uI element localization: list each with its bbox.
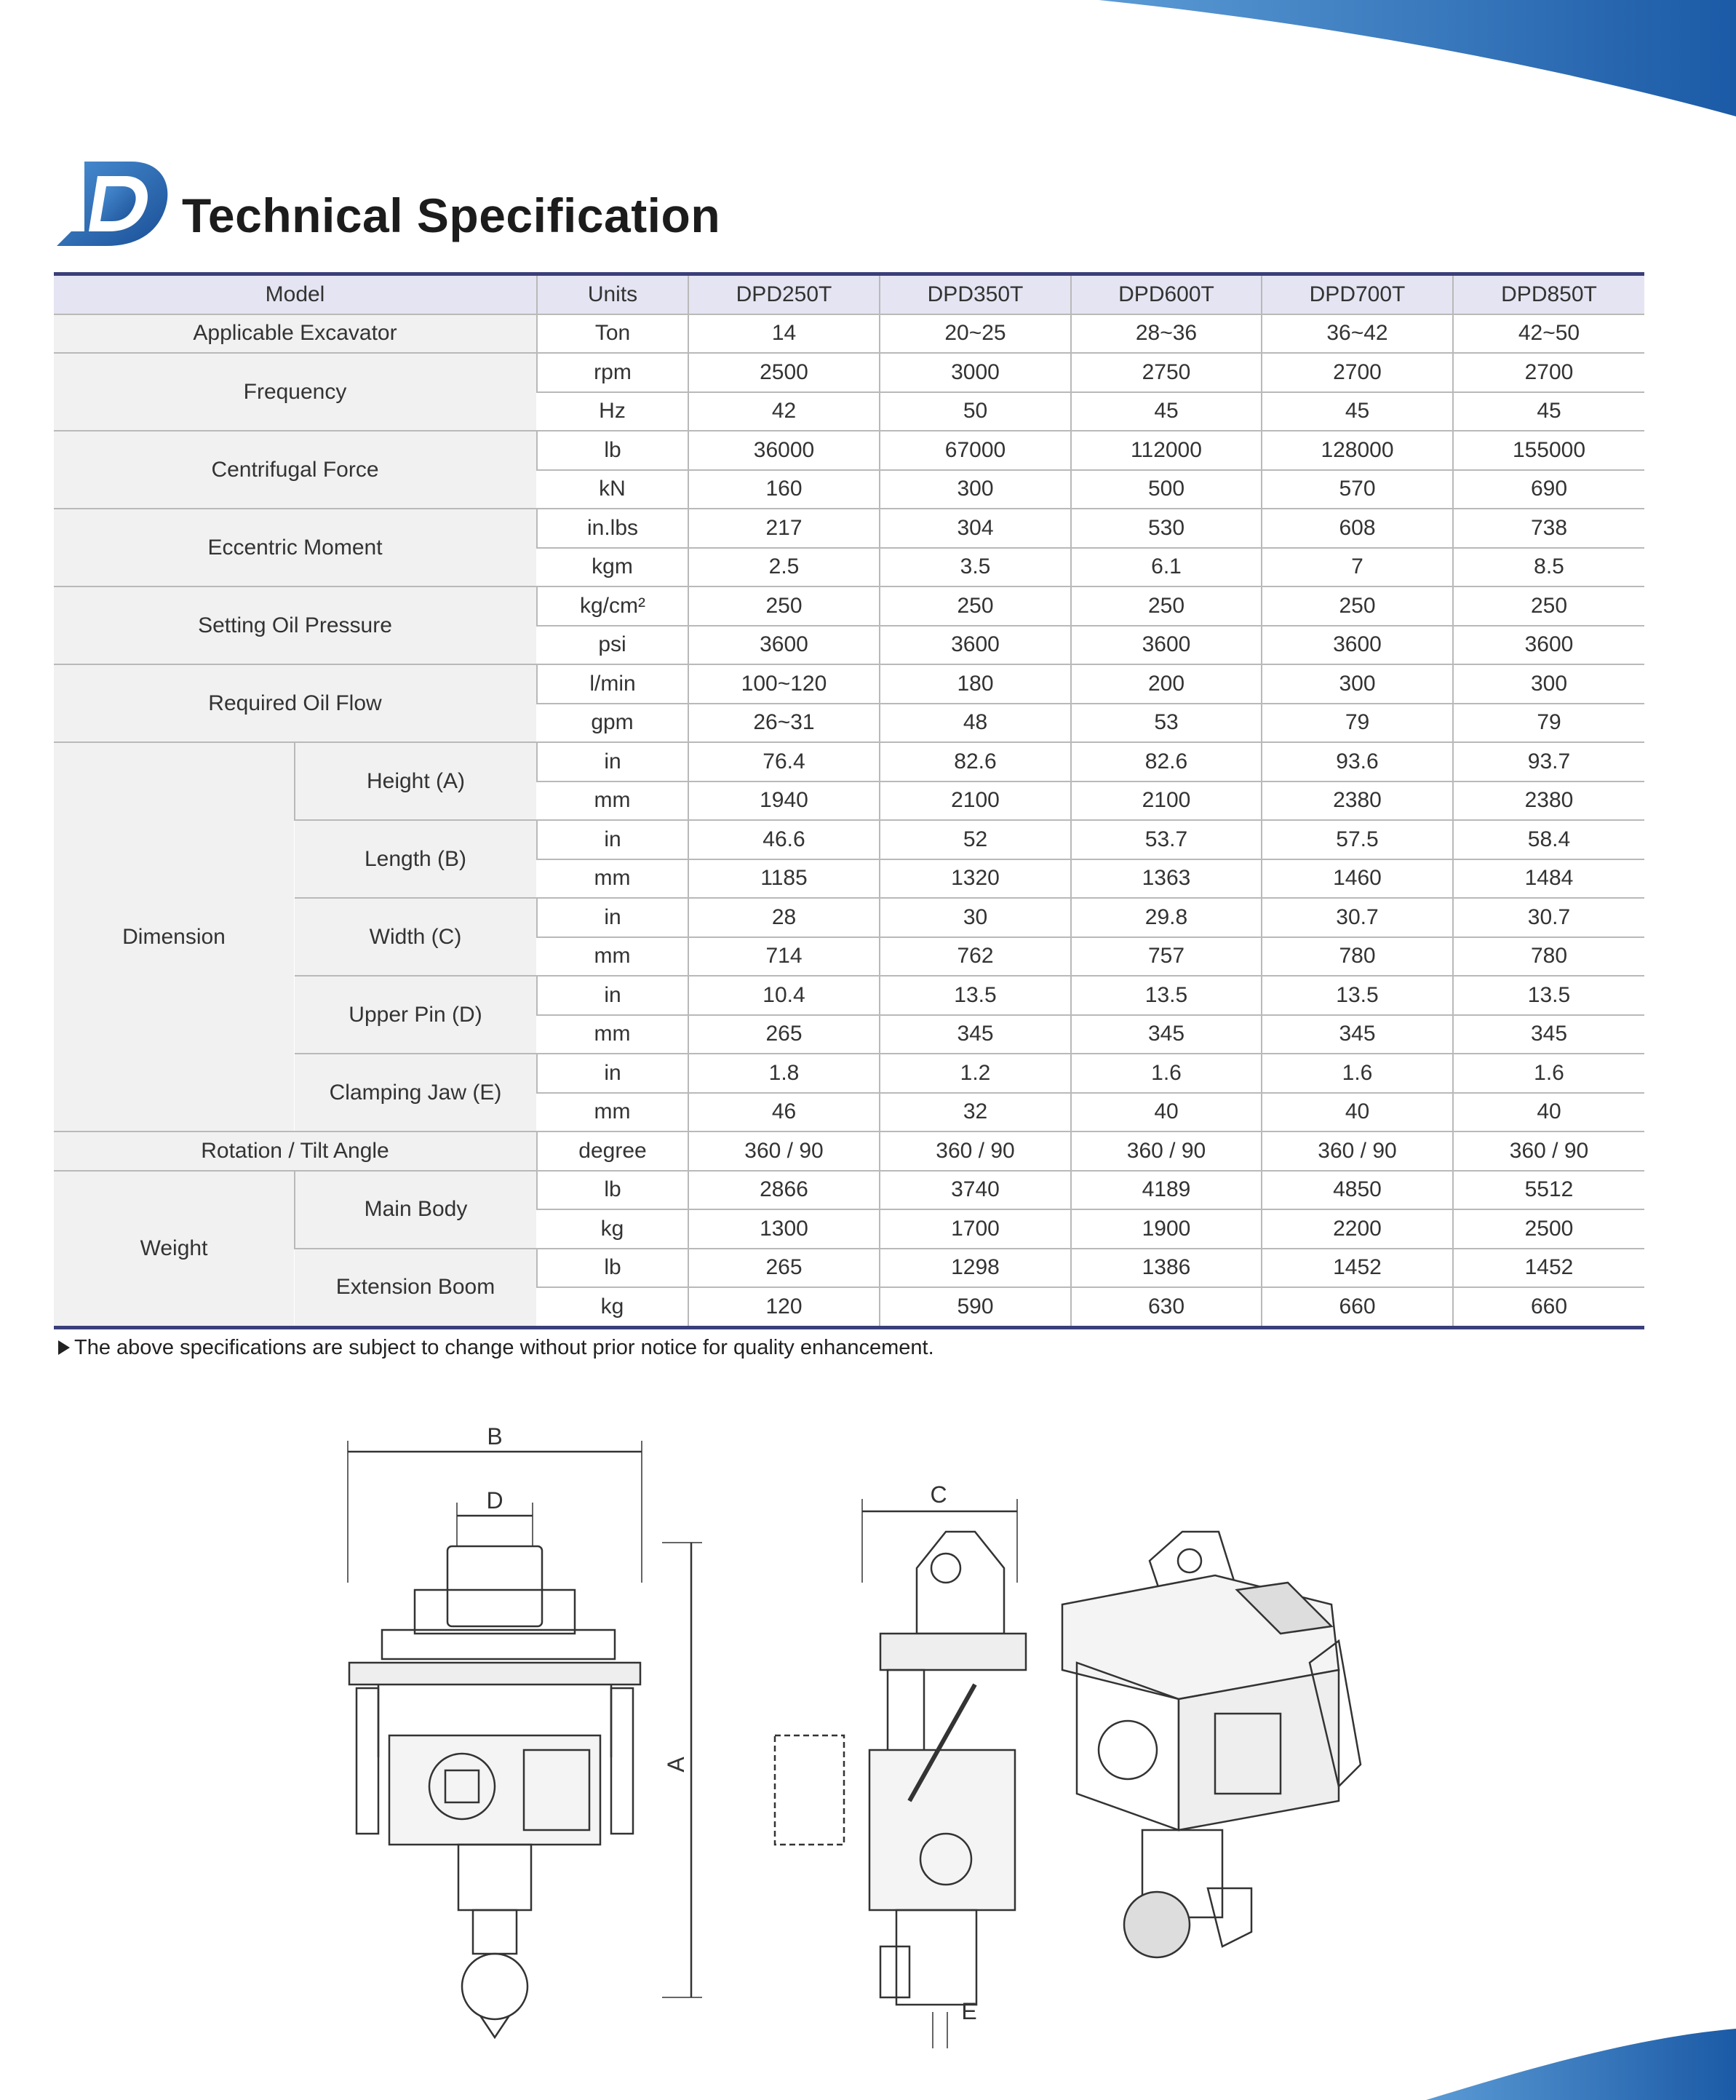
value-cell: 300: [1453, 664, 1644, 704]
value-cell: 67000: [880, 431, 1071, 470]
value-cell: 28~36: [1071, 314, 1262, 354]
row-label: Width (C): [295, 898, 537, 976]
dimension-label-e: E: [961, 1998, 977, 2024]
table-row: [54, 1171, 1644, 1210]
value-cell: 345: [1071, 1015, 1262, 1054]
page-title: Technical Specification: [182, 188, 721, 242]
value-cell: 3600: [688, 626, 880, 665]
row-label: Height (A): [295, 742, 537, 820]
value-cell: 250: [1071, 586, 1262, 626]
value-cell: 1185: [688, 859, 880, 899]
value-cell: 1.2: [880, 1054, 1071, 1093]
value-cell: 360 / 90: [1262, 1131, 1453, 1171]
value-cell: 2380: [1262, 781, 1453, 821]
value-cell: 180: [880, 664, 1071, 704]
unit-cell: lb: [537, 431, 688, 470]
value-cell: 6.1: [1071, 548, 1262, 587]
unit-cell: mm: [537, 1015, 688, 1054]
value-cell: 530: [1071, 509, 1262, 548]
unit-cell: mm: [537, 859, 688, 899]
value-cell: 762: [880, 937, 1071, 977]
value-cell: 57.5: [1262, 820, 1453, 859]
unit-cell: mm: [537, 937, 688, 977]
value-cell: 2700: [1453, 353, 1644, 392]
value-cell: 45: [1071, 392, 1262, 431]
isometric-view-drawing: [1062, 1532, 1361, 1957]
value-cell: 250: [880, 586, 1071, 626]
value-cell: 3600: [1071, 626, 1262, 665]
value-cell: 780: [1262, 937, 1453, 977]
unit-cell: Hz: [537, 392, 688, 431]
value-cell: 120: [688, 1287, 880, 1327]
value-cell: 1.6: [1453, 1054, 1644, 1093]
value-cell: 48: [880, 704, 1071, 743]
value-cell: 360 / 90: [688, 1131, 880, 1171]
triangle-bullet-icon: [58, 1340, 70, 1355]
row-label: Extension Boom: [295, 1249, 537, 1328]
column-header: DPD250T: [688, 274, 880, 314]
value-cell: 3740: [880, 1171, 1071, 1210]
value-cell: 1700: [880, 1209, 1071, 1249]
unit-cell: in: [537, 820, 688, 859]
row-label: Main Body: [295, 1171, 537, 1249]
value-cell: 2100: [1071, 781, 1262, 821]
value-cell: 2700: [1262, 353, 1453, 392]
unit-cell: in: [537, 742, 688, 781]
value-cell: 300: [880, 470, 1071, 509]
value-cell: 360 / 90: [880, 1131, 1071, 1171]
top-swoosh-decoration: [0, 0, 1736, 124]
value-cell: 3600: [880, 626, 1071, 665]
value-cell: 265: [688, 1015, 880, 1054]
row-label: Required Oil Flow: [54, 664, 537, 742]
row-label: Setting Oil Pressure: [54, 586, 537, 664]
height-dimension-a: [662, 1543, 702, 1997]
value-cell: 1363: [1071, 859, 1262, 899]
unit-cell: kg: [537, 1209, 688, 1249]
footnote: [58, 1336, 934, 1360]
value-cell: 4850: [1262, 1171, 1453, 1210]
value-cell: 2.5: [688, 548, 880, 587]
value-cell: 30: [880, 898, 1071, 937]
value-cell: 20~25: [880, 314, 1071, 354]
value-cell: 42: [688, 392, 880, 431]
weight-group-label: Weight: [54, 1171, 295, 1328]
value-cell: 46: [688, 1093, 880, 1132]
value-cell: 79: [1453, 704, 1644, 743]
value-cell: 53.7: [1071, 820, 1262, 859]
value-cell: 250: [1453, 586, 1644, 626]
value-cell: 250: [688, 586, 880, 626]
dimension-group-label: Dimension: [54, 742, 295, 1131]
value-cell: 3.5: [880, 548, 1071, 587]
unit-cell: kgm: [537, 548, 688, 587]
value-cell: 36~42: [1262, 314, 1453, 354]
value-cell: 345: [1453, 1015, 1644, 1054]
value-cell: 570: [1262, 470, 1453, 509]
value-cell: 608: [1262, 509, 1453, 548]
value-cell: 1900: [1071, 1209, 1262, 1249]
value-cell: 3000: [880, 353, 1071, 392]
value-cell: 13.5: [1071, 976, 1262, 1015]
column-header: DPD700T: [1262, 274, 1453, 314]
value-cell: 780: [1453, 937, 1644, 977]
value-cell: 217: [688, 509, 880, 548]
dimension-label-c: C: [930, 1481, 947, 1508]
row-label: Length (B): [295, 820, 537, 898]
column-header-model: Model: [54, 274, 537, 314]
column-header: DPD850T: [1453, 274, 1644, 314]
table-row: [54, 586, 1644, 626]
value-cell: 4189: [1071, 1171, 1262, 1210]
value-cell: 36000: [688, 431, 880, 470]
value-cell: 660: [1453, 1287, 1644, 1327]
value-cell: 2866: [688, 1171, 880, 1210]
row-label: Frequency: [54, 353, 537, 431]
value-cell: 590: [880, 1287, 1071, 1327]
value-cell: 30.7: [1453, 898, 1644, 937]
row-label: Applicable Excavator: [54, 314, 537, 354]
header-row: [54, 274, 1644, 314]
value-cell: 155000: [1453, 431, 1644, 470]
value-cell: 13.5: [1453, 976, 1644, 1015]
value-cell: 53: [1071, 704, 1262, 743]
value-cell: 45: [1262, 392, 1453, 431]
unit-cell: mm: [537, 1093, 688, 1132]
value-cell: 660: [1262, 1287, 1453, 1327]
column-header: Units: [537, 274, 688, 314]
value-cell: 1386: [1071, 1249, 1262, 1288]
unit-cell: in: [537, 1054, 688, 1093]
value-cell: 714: [688, 937, 880, 977]
table-row: [54, 742, 1644, 781]
table-row: [54, 314, 1644, 354]
value-cell: 2500: [1453, 1209, 1644, 1249]
value-cell: 76.4: [688, 742, 880, 781]
front-view-drawing: [348, 1423, 642, 2037]
footnote-text: The above specifications are subject to change without prior notice for quality enhancement.: [74, 1336, 934, 1359]
table-row: [54, 664, 1644, 704]
row-label: Upper Pin (D): [295, 976, 537, 1054]
value-cell: 7: [1262, 548, 1453, 587]
value-cell: 690: [1453, 470, 1644, 509]
value-cell: 1.8: [688, 1054, 880, 1093]
value-cell: 1484: [1453, 859, 1644, 899]
value-cell: 50: [880, 392, 1071, 431]
value-cell: 100~120: [688, 664, 880, 704]
value-cell: 79: [1262, 704, 1453, 743]
value-cell: 1452: [1453, 1249, 1644, 1288]
value-cell: 200: [1071, 664, 1262, 704]
value-cell: 757: [1071, 937, 1262, 977]
unit-cell: lb: [537, 1171, 688, 1210]
value-cell: 345: [1262, 1015, 1453, 1054]
value-cell: 42~50: [1453, 314, 1644, 354]
value-cell: 2200: [1262, 1209, 1453, 1249]
value-cell: 500: [1071, 470, 1262, 509]
row-label: Rotation / Tilt Angle: [54, 1131, 537, 1171]
unit-cell: in: [537, 898, 688, 937]
dimension-label-d: D: [486, 1487, 503, 1514]
value-cell: 2500: [688, 353, 880, 392]
column-header: DPD600T: [1071, 274, 1262, 314]
value-cell: 93.6: [1262, 742, 1453, 781]
table-row: [54, 431, 1644, 470]
value-cell: 738: [1453, 509, 1644, 548]
value-cell: 5512: [1453, 1171, 1644, 1210]
row-label: Clamping Jaw (E): [295, 1054, 537, 1131]
logo-d-icon: [55, 159, 172, 249]
value-cell: 630: [1071, 1287, 1262, 1327]
value-cell: 128000: [1262, 431, 1453, 470]
table-row: [54, 1131, 1644, 1171]
value-cell: 93.7: [1453, 742, 1644, 781]
unit-cell: in.lbs: [537, 509, 688, 548]
value-cell: 40: [1071, 1093, 1262, 1132]
technical-drawings: [306, 1423, 1412, 2048]
unit-cell: kN: [537, 470, 688, 509]
value-cell: 32: [880, 1093, 1071, 1132]
value-cell: 2380: [1453, 781, 1644, 821]
unit-cell: kg: [537, 1287, 688, 1327]
value-cell: 2100: [880, 781, 1071, 821]
value-cell: 52: [880, 820, 1071, 859]
value-cell: 250: [1262, 586, 1453, 626]
unit-cell: gpm: [537, 704, 688, 743]
value-cell: 40: [1262, 1093, 1453, 1132]
table-row: [54, 353, 1644, 392]
unit-cell: kg/cm²: [537, 586, 688, 626]
value-cell: 1940: [688, 781, 880, 821]
value-cell: 45: [1453, 392, 1644, 431]
table-row: [54, 509, 1644, 548]
value-cell: 26~31: [688, 704, 880, 743]
unit-cell: Ton: [537, 314, 688, 354]
value-cell: 13.5: [1262, 976, 1453, 1015]
value-cell: 13.5: [880, 976, 1071, 1015]
value-cell: 14: [688, 314, 880, 354]
dimension-label-a: A: [663, 1757, 689, 1773]
value-cell: 304: [880, 509, 1071, 548]
value-cell: 28: [688, 898, 880, 937]
value-cell: 2750: [1071, 353, 1262, 392]
value-cell: 82.6: [1071, 742, 1262, 781]
value-cell: 1298: [880, 1249, 1071, 1288]
value-cell: 345: [880, 1015, 1071, 1054]
value-cell: 1320: [880, 859, 1071, 899]
value-cell: 30.7: [1262, 898, 1453, 937]
value-cell: 40: [1453, 1093, 1644, 1132]
value-cell: 1460: [1262, 859, 1453, 899]
value-cell: 265: [688, 1249, 880, 1288]
dimension-label-b: B: [487, 1423, 503, 1449]
unit-cell: lb: [537, 1249, 688, 1288]
unit-cell: degree: [537, 1131, 688, 1171]
value-cell: 1300: [688, 1209, 880, 1249]
value-cell: 58.4: [1453, 820, 1644, 859]
spec-table: [54, 272, 1644, 1329]
value-cell: 1.6: [1071, 1054, 1262, 1093]
column-header: DPD350T: [880, 274, 1071, 314]
value-cell: 29.8: [1071, 898, 1262, 937]
value-cell: 10.4: [688, 976, 880, 1015]
value-cell: 1452: [1262, 1249, 1453, 1288]
unit-cell: psi: [537, 626, 688, 665]
side-view-drawing: [775, 1481, 1026, 2048]
unit-cell: l/min: [537, 664, 688, 704]
value-cell: 160: [688, 470, 880, 509]
unit-cell: rpm: [537, 353, 688, 392]
row-label: Centrifugal Force: [54, 431, 537, 509]
value-cell: 360 / 90: [1071, 1131, 1262, 1171]
value-cell: 8.5: [1453, 548, 1644, 587]
page-header: [55, 159, 1147, 253]
value-cell: 112000: [1071, 431, 1262, 470]
value-cell: 3600: [1262, 626, 1453, 665]
unit-cell: mm: [537, 781, 688, 821]
value-cell: 300: [1262, 664, 1453, 704]
value-cell: 1.6: [1262, 1054, 1453, 1093]
value-cell: 82.6: [880, 742, 1071, 781]
value-cell: 46.6: [688, 820, 880, 859]
value-cell: 3600: [1453, 626, 1644, 665]
unit-cell: in: [537, 976, 688, 1015]
row-label: Eccentric Moment: [54, 509, 537, 586]
value-cell: 360 / 90: [1453, 1131, 1644, 1171]
